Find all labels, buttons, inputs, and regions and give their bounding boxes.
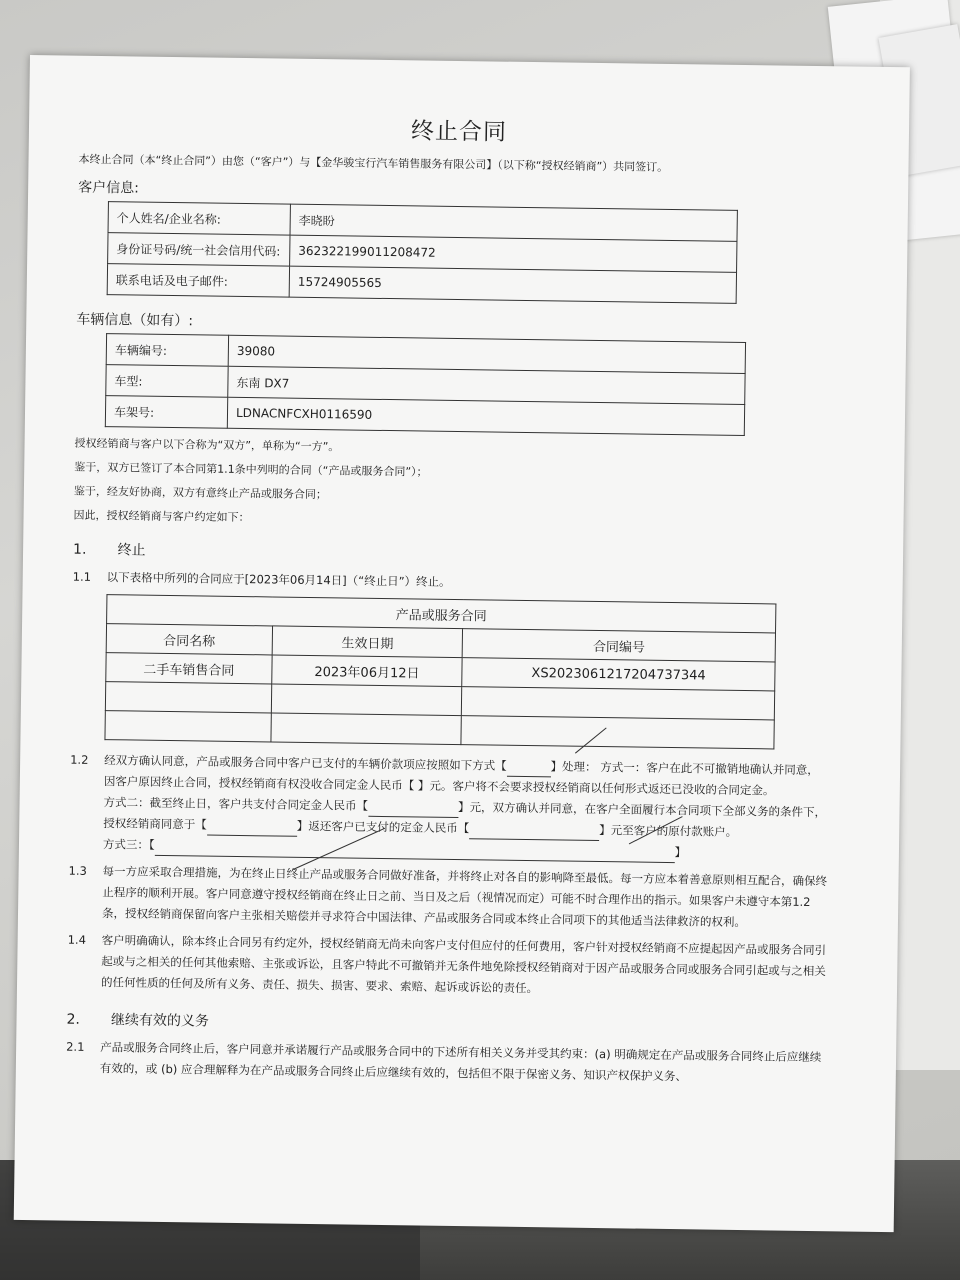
customer-name-label: 个人姓名/企业名称: <box>108 202 290 236</box>
vehicle-model-label: 车型: <box>106 365 228 398</box>
clause-text: 产品或服务合同终止后，客户同意并承诺履行产品或服务合同中的下述所有相关义务并受其约束：(a) 明确规定在产品或服务合同终止后应继续有效的，或 (b) 应合理解释为在产品或服务合同终止后应继续有效的，包括但不限于保密义务、知识产权保护义务、 <box>99 1040 822 1084</box>
clause-1-2-way2a: 方式二：截至终止日，客户共支付合同定金人民币【 <box>103 795 369 813</box>
section-1-title: 终止 <box>117 542 146 559</box>
vehicle-vin-value: LDNACNFCXH0116590 <box>227 397 744 435</box>
handwritten-blank <box>155 843 675 863</box>
vehicle-model-value: 东南 DX7 <box>228 366 745 404</box>
section-2-title: 继续有效的义务 <box>110 1012 210 1030</box>
table-cell <box>462 687 775 720</box>
clause-2-1 <box>66 1037 827 1090</box>
clause-text: 以下表格中所列的合同应于[2023年06月14日]（“终止日”）终止。 <box>106 570 451 589</box>
clause-number: 2.1 <box>66 1039 85 1054</box>
clause-number: 1.3 <box>68 863 88 878</box>
section-1-number: 1. <box>72 541 87 558</box>
clause-1-2 <box>69 750 830 866</box>
column-header: 生效日期 <box>272 626 463 658</box>
clause-1-2-line1: 经双方确认同意，产品或服务合同中客户已支付的车辆价款项应按照如下方式【 <box>104 753 507 773</box>
table-cell <box>271 713 462 745</box>
table-cell <box>461 716 774 749</box>
customer-id-label: 身份证号码/统一社会信用代码: <box>108 233 290 267</box>
section-2-heading <box>66 1009 826 1040</box>
vehicle-number-value: 39080 <box>228 335 745 373</box>
document-title: 终止合同 <box>410 118 508 146</box>
contract-table <box>104 594 776 749</box>
section-1-heading <box>73 539 833 570</box>
table-cell: 二手车销售合同 <box>106 653 272 684</box>
contract-table-header: 产品或服务合同 <box>107 595 776 633</box>
intro-paragraph: 本终止合同（本“终止合同”）由您（“客户”）与【金华骏宝行汽车销售服务有限公司】（以下称“授权经销商”）共同签订。 <box>78 152 669 174</box>
clause-1-2-way1: 方式一：客户在此不可撤销地确认并同意，因客户原因终止合同，授权经销商有权没收合同定金人民币【 】元。客户将不会要求授权经销商以任何形式返还已没收的合同定金。 <box>103 760 819 798</box>
clause-1-2-way2b: 】元，双方确认并同意，在客户全面履行本合同项下全部义务的条件下，授权经销商同意于【 <box>103 800 827 832</box>
column-header: 合同名称 <box>106 624 272 655</box>
clause-number: 1.2 <box>70 752 89 767</box>
handwritten-blank <box>506 764 550 778</box>
handwritten-blank <box>207 823 297 837</box>
clause-1-2-way2d: 】元至客户的原付款账户。 <box>599 823 738 839</box>
column-header: 合同编号 <box>463 629 776 662</box>
customer-contact-label: 联系电话及电子邮件: <box>107 264 289 298</box>
clause-1-2-way3: 方式三：【 <box>102 837 155 852</box>
whereas-paragraph-2: 鉴于，经友好协商，双方有意终止产品或服务合同； <box>73 484 327 502</box>
handwritten-blank <box>469 826 599 841</box>
section-2-number: 2. <box>66 1011 81 1028</box>
clause-text: 客户明确确认，除本终止合同另有约定外，授权经销商无尚未向客户支付但应付的任何费用，客户针对授权经销商不应提起因产品或服务合同引起或与之相关的任何其他索赔、主张或诉讼，且客户特此不可撤销并无条件地免除授权经销商对于因产品或服务合同或服务合同引起或与之相关的任何性质的任何及所有义务、责任、损失、损害、要求、索赔、起诉或诉讼的责任。 <box>100 933 827 996</box>
parties-paragraph: 授权经销商与客户以下合称为“双方”，单称为“一方”。 <box>74 436 340 454</box>
clause-1-2-line1-end: 】处理： <box>550 759 597 774</box>
clause-1-1 <box>73 567 833 599</box>
clause-1-4 <box>67 930 828 1004</box>
document-page <box>14 55 910 1232</box>
handwritten-blank <box>368 804 458 818</box>
vehicle-vin-label: 车架号: <box>105 396 227 429</box>
clause-number: 1.1 <box>72 569 92 584</box>
table-cell: XS2023061217204737344 <box>462 658 775 691</box>
customer-section-label: 客户信息: <box>78 179 139 197</box>
customer-name-value: 李晓盼 <box>290 204 737 241</box>
vehicle-section-label: 车辆信息（如有）: <box>76 311 194 330</box>
customer-id-value: 362322199011208472 <box>290 235 737 272</box>
customer-contact-value: 15724905565 <box>289 266 736 303</box>
customer-info-table <box>107 201 738 304</box>
table-cell <box>271 684 462 716</box>
clause-number: 1.4 <box>67 932 87 947</box>
therefore-paragraph: 因此，授权经销商与客户约定如下： <box>73 508 250 525</box>
vehicle-info-table <box>105 333 746 436</box>
clause-text: 经双方确认同意，产品或服务合同中客户已支付的车辆价款项应按照如下方式【 】处理： 方式一：客户在此不可撤销地确认并同意，因客户原因终止合同，授权经销商有权没收合同定金人民币【 】元。客户将不会要求授权经销商以任何形式返还已没收的合同定金。 方式二：截至终止日，客户共支付合同定金人民币【 】元，双方确认并同意，在客户全面履行本合同项下全部义务的条件下，授权经销商同意于【 】返还客户已支付的定金人民币【 】元至客户的原付款账户。 方式三：【】 <box>103 750 830 865</box>
table-cell: 2023年06月12日 <box>271 655 462 687</box>
clause-text: 每一方应采取合理措施，为在终止日终止产品或服务合同做好准备，并将终止对各自的影响降至最低。每一方应本着善意原则相互配合，确保终止程序的顺利开展。客户同意遵守授权经销商在终止日之前、当日及之后（视情况而定）可能不时合理作出的指示。如果客户未遵守本第1.2条，授权经销商保留向客户主张相关赔偿并寻求符合中国法律、产品或服务合同或本终止合同项下的其他适当法律救济的权利。 <box>101 864 828 930</box>
clause-1-3 <box>68 861 829 935</box>
vehicle-number-label: 车辆编号: <box>106 334 228 367</box>
document-content <box>66 108 840 1096</box>
clause-1-2-way2c: 】返还客户已支付的定金人民币【 <box>296 818 470 836</box>
table-cell <box>105 711 271 742</box>
whereas-paragraph-1: 鉴于，双方已签订了本合同第1.1条中列明的合同（“产品或服务合同”）； <box>74 460 428 479</box>
table-cell <box>105 682 271 713</box>
